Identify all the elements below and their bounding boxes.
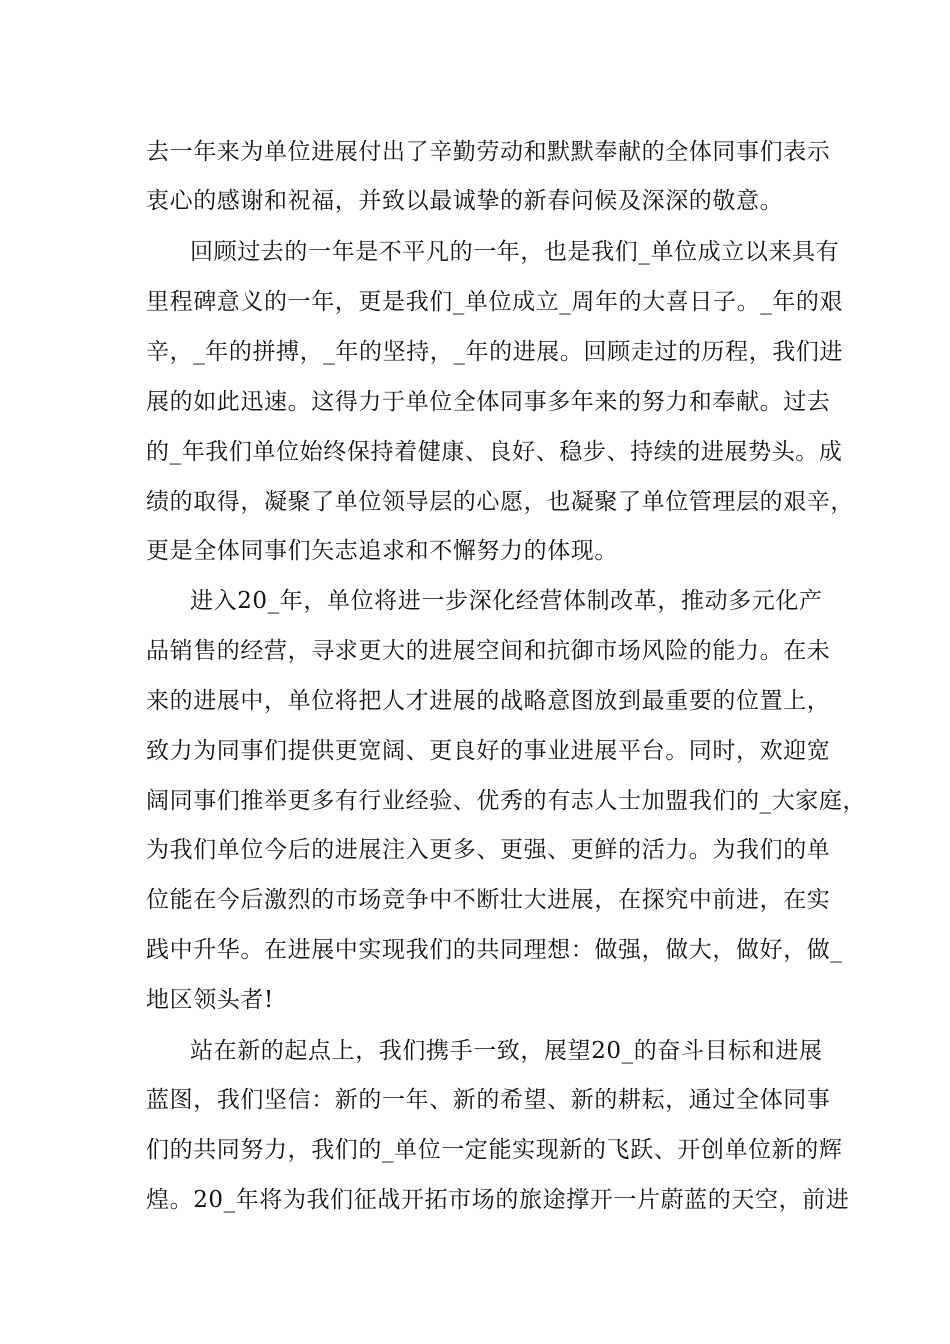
text-line: 煌。20_年将为我们征战开拓市场的旅途撑开一片蔚蓝的天空，前进 [146,1187,850,1213]
paragraph-start-line: 回顾过去的一年是不平凡的一年，也是我们_单位成立以来具有 [190,239,840,265]
text-line: 展的如此迅速。这得力于单位全体同事多年来的努力和奉献。过去 [146,389,831,415]
text-line: 蓝图，我们坚信：新的一年、新的希望、新的耕耘，通过全体同事 [146,1087,831,1113]
text-line: 品销售的经营，寻求更大的进展空间和抗御市场风险的能力。在未 [146,638,831,664]
text-line: 更是全体同事们矢志追求和不懈努力的体现。 [146,538,618,564]
text-line: 阔同事们推举更多有行业经验、优秀的有志人士加盟我们的_大家庭， [146,788,867,814]
text-line: 位能在今后激烈的市场竞争中不断壮大进展，在探究中前进，在实 [146,887,831,913]
text-line: 地区领头者! [146,987,274,1013]
text-line: 践中升华。在进展中实现我们的共同理想：做强，做大，做好，做_ [146,937,843,963]
text-line: 绩的取得，凝聚了单位领导层的心愿，也凝聚了单位管理层的艰辛， [146,489,854,515]
text-line: 为我们单位今后的进展注入更多、更强、更鲜的活力。为我们的单 [146,837,831,863]
text-line: 衷心的感谢和祝福，并致以最诚挚的新春问候及深深的敬意。 [146,188,784,214]
paragraph-start-line: 进入20_年，单位将进一步深化经营体制改革，推动多元化产 [190,588,823,614]
text-line: 的_年我们单位始终保持着健康、良好、稳步、持续的进展势头。成 [146,439,843,465]
text-line: 们的共同努力，我们的_单位一定能实现新的飞跃、开创单位新的辉 [146,1137,843,1163]
paragraph-start-line: 站在新的起点上，我们携手一致，展望20_的奋斗目标和进展 [190,1038,823,1064]
text-line: 辛，_年的拼搏，_年的坚持，_年的进展。回顾走过的历程，我们进 [146,339,844,365]
text-line: 里程碑意义的一年，更是我们_单位成立_周年的大喜日子。_年的艰 [146,289,844,315]
text-line: 致力为同事们提供更宽阔、更良好的事业进展平台。同时，欢迎宽 [146,738,831,764]
text-line: 来的进展中，单位将把人才进展的战略意图放到最重要的位置上， [146,688,831,714]
text-line: 去一年来为单位进展付出了辛勤劳动和默默奉献的全体同事们表示 [146,139,831,165]
